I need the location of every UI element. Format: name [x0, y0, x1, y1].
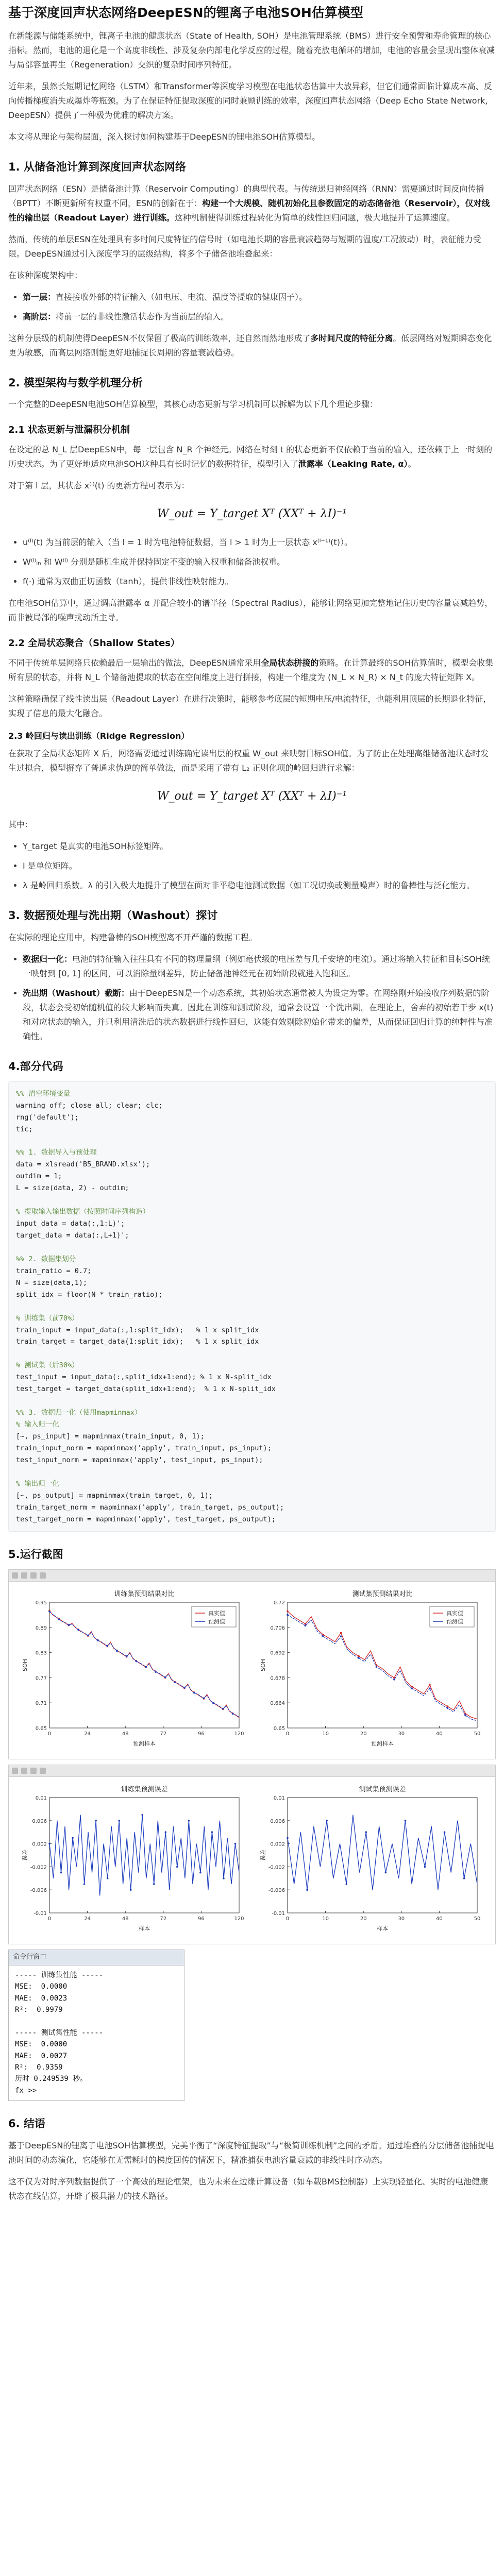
command-output-line: MSE: 0.0000	[15, 1982, 68, 1991]
s21-paragraph-3: 在电池SOH估算中，通过调高泄露率 α 并配合较小的谱半径（Spectral Radius），能够让网络更加完整地记住历史的容量衰减趋势，而非被局部的噪声扰动所主导。	[8, 598, 493, 623]
command-output-line: MSE: 0.0000	[15, 2040, 68, 2049]
toolbar-file-icon[interactable]	[12, 1768, 18, 1774]
list-item	[23, 310, 496, 324]
data-point	[223, 1877, 225, 1879]
list-item: • W⁽ˡ⁾ᵢₙ 和 W⁽ˡ⁾ 分别是随机生成并保持固定不变的输入权重和储备池权重。	[23, 555, 496, 569]
code-line: test_input = input_data(:,split_idx+1:end); % 1 x N-split_idx	[16, 1373, 272, 1382]
intro-paragraph-2: 近年来，虽然长短期记忆网络（LSTM）和Transformer等深度学习模型在电池状态估算中大放异彩，但它们通常面临计算成本高、反向传播梯度消失或爆炸等瓶颈。为了在保证特征提取深度的同时兼顾训练的效率，深度回声状态网络（Deep Echo State Network, DeepESN）提供了一种极为优雅的解决方案。	[8, 81, 492, 120]
y-tick-label: 0.77	[35, 1675, 47, 1682]
data-point	[306, 1889, 308, 1891]
x-tick-label: 120	[234, 1916, 244, 1922]
data-point	[358, 1655, 360, 1657]
data-point	[174, 1682, 176, 1684]
data-point	[358, 1657, 360, 1659]
code-line: %% 3. 数据归一化（使用mapminmax）	[16, 1409, 142, 1417]
x-tick-label: 24	[84, 1731, 91, 1737]
y-tick-label: 0.83	[35, 1650, 47, 1656]
command-output-line: 历时 0.249539 秒。	[15, 2075, 88, 2083]
legend-entry: 预测值	[446, 1618, 463, 1625]
code-line: % 输出归一化	[16, 1479, 59, 1488]
chart-title: 测试集预测结果对比	[352, 1590, 413, 1599]
bullet-text: 直接接收外部的特征输入（如电压、电流、温度等提取的健康因子）。	[56, 292, 308, 302]
data-point	[106, 1645, 108, 1647]
y-tick-label: 0.01	[273, 1795, 285, 1802]
list-item: • Y_target 是真实的电池SOH标签矩阵。	[23, 839, 496, 854]
code-line	[16, 1242, 488, 1253]
section-1-heading: 1. 从储备池计算到深度回声状态网络	[8, 160, 186, 173]
data-point	[77, 1629, 79, 1631]
command-output-line: ----- 训练集性能 -----	[15, 1971, 104, 1979]
bullet-text: 将前一层的非线性激活状态作为当前层的输入。	[56, 311, 229, 321]
y-tick-label: 0.664	[270, 1701, 285, 1707]
y-tick-label: 0.706	[270, 1625, 285, 1631]
y-tick-label: -0.002	[268, 1865, 285, 1871]
x-axis-label: 样本	[377, 1925, 388, 1933]
x-tick-label: 30	[398, 1916, 405, 1922]
data-point	[345, 1883, 347, 1885]
y-tick-label: 0.01	[35, 1795, 47, 1802]
y-axis-label: 误差	[260, 1850, 266, 1861]
data-point	[107, 1877, 109, 1879]
y-tick-label: -0.006	[30, 1888, 47, 1894]
bullet-label: 数据归一化：	[23, 954, 73, 964]
code-line: % 输入归一化	[16, 1420, 59, 1429]
code-line: %% 2. 数据集划分	[16, 1255, 76, 1263]
s1-bullet-list	[8, 290, 496, 324]
data-point	[116, 1650, 118, 1652]
data-point	[322, 1636, 324, 1638]
y-tick-label: 0.65	[35, 1726, 47, 1732]
s6-paragraph-1: 基于DeepESN的锂离子电池SOH估算模型，完美平衡了“深度特征提取”与“极简训练机制”之间的矛盾。通过堆叠的分层储备池捕捉电池时间的动态演化，它能够在无需耗时的梯度回传的情况下，精准捕获电池容量衰减的非线性时序动态。	[8, 2140, 494, 2165]
list-item: • u⁽ˡ⁾(t) 为当前层的输入（当 l = 1 时为电池特征数据，当 l > 1 时为上一层状态 x⁽ˡ⁻¹⁾(t)）。	[23, 535, 496, 550]
y-tick-label: 0.72	[273, 1600, 285, 1606]
command-window-title: 命令行窗口	[9, 1950, 184, 1965]
code-line: train_target_norm = mapminmax('apply', train_target, ps_output);	[16, 1503, 284, 1512]
command-output-line: MAE: 0.0023	[15, 1994, 68, 2003]
code-line: rng('default');	[16, 1113, 79, 1122]
s22-paragraph-2: 这种策略确保了线性读出层（Readout Layer）在进行决策时，能够参考底层的短期电压/电流特征，也能利用顶层的长期退化特征，实现了信息的最大化融合。	[8, 693, 492, 718]
data-point	[203, 1698, 205, 1700]
command-output-line: R²: 0.9979	[15, 2006, 63, 2014]
code-line: N = size(data,1);	[16, 1278, 88, 1287]
data-point	[97, 1639, 99, 1641]
x-tick-label: 20	[360, 1916, 367, 1922]
s3-bullet-list	[8, 952, 496, 1044]
y-tick-label: 0.002	[270, 1841, 285, 1848]
s23-where: 其中：	[8, 820, 33, 830]
s1-p4-text-c: 。低层网络对短期瞬态变化更为敏感，而高层网络则能更好地捕捉长周期的容量衰减趋势。	[8, 333, 492, 358]
s1-paragraph-3: 在该种深度架构中：	[8, 270, 83, 280]
intro-paragraph-3: 本文将从理论与架构层面，深入探讨如何构建基于DeepESN的锂电池SOH估算模型。	[8, 131, 321, 142]
data-point	[444, 1832, 446, 1834]
data-point	[164, 1676, 166, 1679]
data-point	[141, 1814, 143, 1816]
section-3-heading: 3. 数据预处理与洗出期（Washout）探讨	[8, 909, 218, 922]
figure-toolbar	[9, 1570, 495, 1582]
s21-paragraph-1	[8, 443, 496, 471]
y-tick-label: 0.006	[32, 1818, 47, 1824]
code-line: % 提取输入输出数据（按照时间序列构造）	[16, 1208, 150, 1216]
train-error-chart	[20, 1782, 246, 1937]
figure-window-2	[8, 1765, 496, 1944]
section-5-heading: 5.运行截图	[8, 1548, 63, 1561]
y-tick-label: 0.95	[35, 1600, 47, 1606]
plot-area	[288, 1798, 477, 1913]
s1-paragraph-2: 然而，传统的单层ESN在处理具有多时间尺度特征的信号时（如电池长期的容量衰减趋势与短期的温度/工况波动）时，表征能力受限。DeepESN通过引入深度学习的层级结构，将多个子储备池堆叠起来：	[8, 234, 481, 259]
data-point	[340, 1636, 342, 1638]
data-point	[145, 1666, 147, 1668]
x-tick-label: 0	[47, 1916, 52, 1922]
y-axis-label: 误差	[22, 1850, 28, 1861]
data-point	[155, 1671, 157, 1673]
data-point	[153, 1883, 155, 1885]
chart-title: 训练集预测误差	[121, 1786, 168, 1794]
x-tick-label: 72	[160, 1731, 167, 1737]
code-line	[16, 1136, 488, 1147]
code-line: train_target = target_data(1:split_idx); % 1 x split_idx	[16, 1337, 259, 1346]
code-line: outdim = 1;	[16, 1172, 62, 1181]
y-axis-label: SOH	[22, 1659, 28, 1672]
data-point	[365, 1832, 367, 1834]
section-4-heading: 4.部分代码	[8, 1060, 63, 1073]
y-tick-label: 0.006	[270, 1818, 285, 1824]
s1-p4-bold: 多时间尺度的特征分离	[310, 333, 393, 343]
legend-entry: 真实值	[208, 1610, 225, 1617]
bullet-label: 高阶层：	[23, 311, 56, 321]
data-point	[305, 1623, 307, 1625]
x-tick-label: 24	[84, 1916, 91, 1922]
data-point	[376, 1666, 378, 1668]
legend-entry: 真实值	[446, 1610, 463, 1617]
y-tick-label: 0.65	[273, 1726, 285, 1732]
command-output-line: ----- 测试集性能 -----	[15, 2028, 104, 2037]
x-tick-label: 0	[285, 1916, 290, 1922]
s23-heading: 2.3 岭回归与读出训练（Ridge Regression）	[8, 731, 190, 741]
data-point	[136, 1660, 138, 1663]
data-point	[193, 1692, 195, 1694]
data-point	[322, 1634, 324, 1636]
y-tick-label: 0.678	[270, 1675, 285, 1682]
data-point	[183, 1687, 186, 1689]
x-tick-label: 10	[322, 1916, 329, 1922]
data-point	[464, 1715, 466, 1717]
s23-bullet-list	[8, 839, 496, 893]
code-line: tic;	[16, 1125, 33, 1133]
command-output-line: MAE: 0.0027	[15, 2052, 68, 2060]
data-point	[165, 1832, 167, 1834]
s21-heading: 2.1 状态更新与泄漏积分机制	[8, 425, 130, 436]
x-tick-label: 120	[234, 1731, 244, 1737]
legend-entry: 预测值	[208, 1618, 225, 1625]
s22-p1-text-a: 不同于传统单层网络只依赖最后一层输出的做法，DeepESN通常采用	[8, 657, 261, 668]
y-tick-label: -0.006	[268, 1888, 285, 1894]
bullet-label: 洗出期（Washout）截断：	[23, 988, 129, 998]
data-point	[326, 1820, 328, 1822]
section-6-heading: 6. 结语	[8, 2117, 45, 2130]
figure-body	[9, 1582, 495, 1759]
x-tick-label: 50	[474, 1916, 481, 1922]
data-point	[212, 1702, 214, 1704]
data-point	[199, 1872, 201, 1874]
code-line	[16, 1395, 488, 1407]
data-point	[48, 1611, 51, 1613]
x-tick-label: 72	[160, 1916, 167, 1922]
code-line: L = size(data, 2) - outdim;	[16, 1184, 129, 1193]
s21-paragraph-2: 对于第 l 层，其状态 x⁽ˡ⁾(t) 的更新方程可表示为：	[8, 480, 190, 490]
data-point	[287, 1611, 289, 1613]
data-point	[424, 1866, 426, 1868]
x-tick-label: 20	[360, 1731, 367, 1737]
state-update-formula: W_out = Y_target Xᵀ (XXᵀ + λI)⁻¹	[157, 507, 347, 520]
s22-p1-text-c: 策略。在计算最终的SOH估算值时，模型会收集所有层的状态，并将 N_L 个储备池提取的状态在空间维度上进行拼接，构建一个维度为 (N_L × N_R) × N_t 的庞大特征矩阵 X。	[8, 657, 494, 682]
data-point	[211, 1832, 213, 1834]
x-tick-label: 96	[198, 1731, 205, 1737]
toolbar-pan-icon[interactable]	[40, 1768, 46, 1774]
x-axis-label: 预测样本	[371, 1740, 394, 1748]
data-point	[48, 1843, 51, 1845]
data-point	[411, 1688, 413, 1690]
code-line: train_input_norm = mapminmax('apply', train_input, ps_input);	[16, 1444, 272, 1452]
command-output-line	[15, 2016, 178, 2027]
s1-p1-bold: 构建一个大规模、随机初始化且参数固定的动态储备池（Reservoir），仅对线性的输出层（Readout Layer）进行训练。	[8, 198, 490, 223]
y-axis-label: SOH	[260, 1659, 266, 1672]
list-item: • f(·) 通常为双曲正切函数（tanh），提供非线性映射能力。	[23, 574, 496, 589]
code-line: split_idx = floor(N * train_ratio);	[16, 1290, 163, 1299]
x-tick-label: 48	[122, 1731, 129, 1737]
data-point	[176, 1866, 178, 1868]
chart-title: 训练集预测结果对比	[114, 1590, 175, 1599]
bullet-label: 第一层：	[23, 292, 56, 302]
s23-paragraph-1: 在获取了全局状态矩阵 X 后，网络需要通过训练确定读出层的权重 W_out 来映射目标SOH值。为了防止在处理高维储备池状态时发生过拟合，模型摒弃了普通求伪逆的简单做法，而是采用了带有 L₂ 正则化项的岭回归进行求解：	[8, 748, 489, 773]
y-tick-label: 0.89	[35, 1625, 47, 1631]
train-prediction-chart	[20, 1587, 246, 1752]
code-line: %% 1. 数据导入与预处理	[16, 1148, 97, 1157]
data-point	[118, 1820, 120, 1822]
s2-intro: 一个完整的DeepESN电池SOH估算模型，其核心动态更新与学习机制可以拆解为以下几个理论步骤：	[8, 399, 378, 410]
x-tick-label: 30	[398, 1731, 405, 1737]
data-point	[126, 1655, 128, 1657]
data-point	[447, 1706, 449, 1708]
list-item	[23, 290, 496, 304]
data-point	[130, 1889, 132, 1891]
code-line: input_data = data(:,1:L)';	[16, 1219, 125, 1228]
s21-p1-tail: 。	[408, 459, 416, 469]
s21-p1-text: 在设定的总 N_L 层DeepESN中，每一层包含 N_R 个神经元。网络在时刻 t 的状态更新不仅依赖于当前的输入，还依赖于上一时刻的历史状态。为了更好地适应电池SOH这种具有长时记忆的数据特征，模型引入了	[8, 444, 493, 469]
code-line	[16, 1466, 488, 1478]
data-point	[87, 1635, 89, 1637]
code-line: train_input = input_data(:,1:split_idx); % 1 x split_idx	[16, 1326, 259, 1334]
s22-p1-bold: 全局状态拼接的	[261, 657, 319, 668]
code-line: train_ratio = 0.7;	[16, 1266, 92, 1275]
code-line	[16, 1301, 488, 1313]
s1-paragraph-1	[8, 182, 496, 225]
data-point	[222, 1708, 224, 1710]
figure-body	[9, 1777, 495, 1944]
x-tick-label: 96	[198, 1916, 205, 1922]
data-point	[411, 1686, 413, 1688]
figure-toolbar	[9, 1765, 495, 1777]
code-line: data = xlsread('B5_BRAND.xlsx');	[16, 1160, 150, 1169]
code-line: test_target_norm = mapminmax('apply', test_target, ps_output);	[16, 1515, 276, 1523]
data-point	[60, 1872, 62, 1874]
s3-intro: 在实际的理论应用中，构建鲁棒的SOH模型离不开严谨的数据工程。	[8, 933, 257, 942]
test-error-chart	[258, 1782, 484, 1937]
code-line: % 训练集（前70%）	[16, 1314, 79, 1323]
test-prediction-chart	[258, 1587, 484, 1752]
data-point	[393, 1679, 395, 1681]
code-block	[8, 1081, 496, 1532]
figure-window-1	[8, 1569, 496, 1759]
data-point	[72, 1837, 74, 1839]
data-point	[188, 1820, 190, 1822]
data-point	[68, 1624, 70, 1626]
x-tick-label: 40	[436, 1916, 443, 1922]
code-line	[16, 1194, 488, 1206]
data-point	[385, 1872, 387, 1874]
bullet-text: 电池的特征输入往往具有不同的物理量纲（例如毫伏级的电压差与几千安培的电流）。通过将输入特征和目标SOH统一映射到 [0, 1] 的区间，可以消除量纲差异，防止储备池神经元在初始阶段就进入饱和区。	[23, 954, 490, 978]
x-tick-label: 40	[436, 1731, 443, 1737]
s22-paragraph-1	[8, 656, 496, 685]
data-point	[340, 1632, 342, 1634]
command-output-line: R²: 0.9359	[15, 2063, 63, 2072]
code-line	[16, 1348, 488, 1360]
data-point	[429, 1684, 431, 1686]
command-window-output[interactable]	[9, 1965, 184, 2100]
x-tick-label: 0	[47, 1731, 52, 1737]
data-point	[447, 1707, 449, 1709]
data-point	[405, 1820, 407, 1822]
list-item	[23, 986, 496, 1044]
toolbar-zoom-icon[interactable]	[30, 1572, 37, 1579]
data-point	[287, 1837, 289, 1839]
code-line: [~, ps_output] = mapminmax(train_target, 0, 1);	[16, 1491, 213, 1500]
y-tick-label: 0.71	[35, 1701, 47, 1707]
code-line: warning off; close all; clear; clc;	[16, 1101, 163, 1110]
intro-paragraph-1: 在新能源与储能系统中，锂离子电池的健康状态（State of Health, SOH）是电池管理系统（BMS）进行安全预警和寿命管理的核心指标。然而，电池的退化是一个高度非线性、涉及复杂内部电化学反应的过程，随着充放电循环的增加，电池的容量会呈现出整体衰减与局部容量再生（Regeneration）交织的复杂时间序列特征。	[8, 30, 495, 70]
s6-paragraph-2: 这不仅为对时序列数据提供了一个高效的理论框架，也为未来在边缘计算设备（如车载BMS控制器）上实现轻量化、实时的电池健康状态在线估算，开辟了极具潜力的技术路径。	[8, 2176, 488, 2201]
data-point	[393, 1677, 395, 1679]
toolbar-zoom-icon[interactable]	[30, 1768, 37, 1774]
data-point	[232, 1713, 234, 1715]
data-point	[463, 1877, 465, 1879]
code-line: test_target = target_data(split_idx+1:end); % 1 x N-split_idx	[16, 1385, 276, 1394]
x-axis-label: 预测样本	[133, 1740, 156, 1748]
toolbar-save-icon[interactable]	[21, 1572, 27, 1579]
chart-title: 测试集预测误差	[359, 1786, 406, 1794]
command-window	[8, 1950, 184, 2101]
data-point	[305, 1625, 307, 1627]
s1-p4-text-a: 这种分层级的机制使得DeepESN不仅保留了极高的训练效率，还自然而然地形成了	[8, 333, 311, 343]
section-2-heading: 2. 模型架构与数学机理分析	[8, 376, 143, 389]
y-tick-label: -0.01	[33, 1911, 47, 1917]
data-point	[429, 1688, 431, 1690]
y-tick-label: -0.01	[272, 1911, 285, 1917]
ridge-regression-formula: W_out = Y_target Xᵀ (XXᵀ + λI)⁻¹	[157, 789, 347, 803]
data-point	[287, 1614, 289, 1616]
s21-bullet-list	[8, 535, 496, 589]
x-tick-label: 48	[122, 1916, 129, 1922]
data-point	[234, 1843, 237, 1845]
list-item: • I 是单位矩阵。	[23, 859, 496, 873]
y-tick-label: -0.002	[30, 1865, 47, 1871]
code-line: test_input_norm = mapminmax('apply', test_input, ps_input);	[16, 1455, 263, 1464]
x-axis-label: 样本	[139, 1925, 150, 1933]
s1-p1-text-a: 回声状态网络（ESN）是储备池计算（Reservoir Computing）的典型代表。与传统递归神经网络（RNN）需要通过时间反向传播（BPTT）不断更新所有权重不同，ESN的创新在于：	[8, 183, 484, 208]
x-tick-label: 0	[285, 1731, 290, 1737]
data-point	[58, 1619, 60, 1621]
code-line: % 测试集（后30%）	[16, 1361, 79, 1370]
toolbar-pan-icon[interactable]	[40, 1572, 46, 1579]
s22-heading: 2.2 全局状态聚合（Shallow States）	[8, 638, 180, 649]
data-point	[95, 1820, 97, 1822]
command-output-line: fx >>	[15, 2086, 37, 2095]
y-tick-label: 0.692	[270, 1650, 285, 1656]
code-line: %% 清空环境变量	[16, 1089, 71, 1098]
article-title: 基于深度回声状态网络DeepESN的锂离子电池SOH估算模型	[8, 5, 363, 20]
s1-paragraph-4	[8, 331, 496, 360]
x-tick-label: 10	[322, 1731, 329, 1737]
toolbar-save-icon[interactable]	[21, 1768, 27, 1774]
bullet-text: 由于DeepESN是一个动态系统，其初始状态通常被人为设定为零。在网络刚开始接收序列数据的阶段，状态会受初始随机值的较大影响而失真。因此在训练和测试阶段，通常会设置一个洗出期。在理论上，舍弃的初始若干步 x(t) 和对应状态的输入，并只利用清洗后的状态数据进行线性回归，这能有效剔除初始化带来的偏差，从而保证回归计算的纯粹性与准确性。	[23, 988, 494, 1041]
s21-p1-bold: 泄露率（Leaking Rate, α）	[298, 459, 408, 469]
s1-p1-text-c: 这种机制使得训练过程转化为简单的线性回归问题，极大地提升了运算速度。	[174, 212, 455, 223]
code-line: target_data = data(:,L+1)';	[16, 1231, 129, 1240]
data-point	[83, 1883, 86, 1885]
list-item: • λ 是岭回归系数。λ 的引入极大地提升了模型在面对非平稳电池测试数据（如工况切换或测量噪声）时的鲁棒性与泛化能力。	[23, 878, 496, 893]
x-tick-label: 50	[474, 1731, 481, 1737]
y-tick-label: 0.002	[32, 1841, 47, 1848]
code-line: [~, ps_input] = mapminmax(train_input, 0, 1);	[16, 1432, 205, 1440]
list-item	[23, 952, 496, 981]
toolbar-file-icon[interactable]	[12, 1572, 18, 1579]
